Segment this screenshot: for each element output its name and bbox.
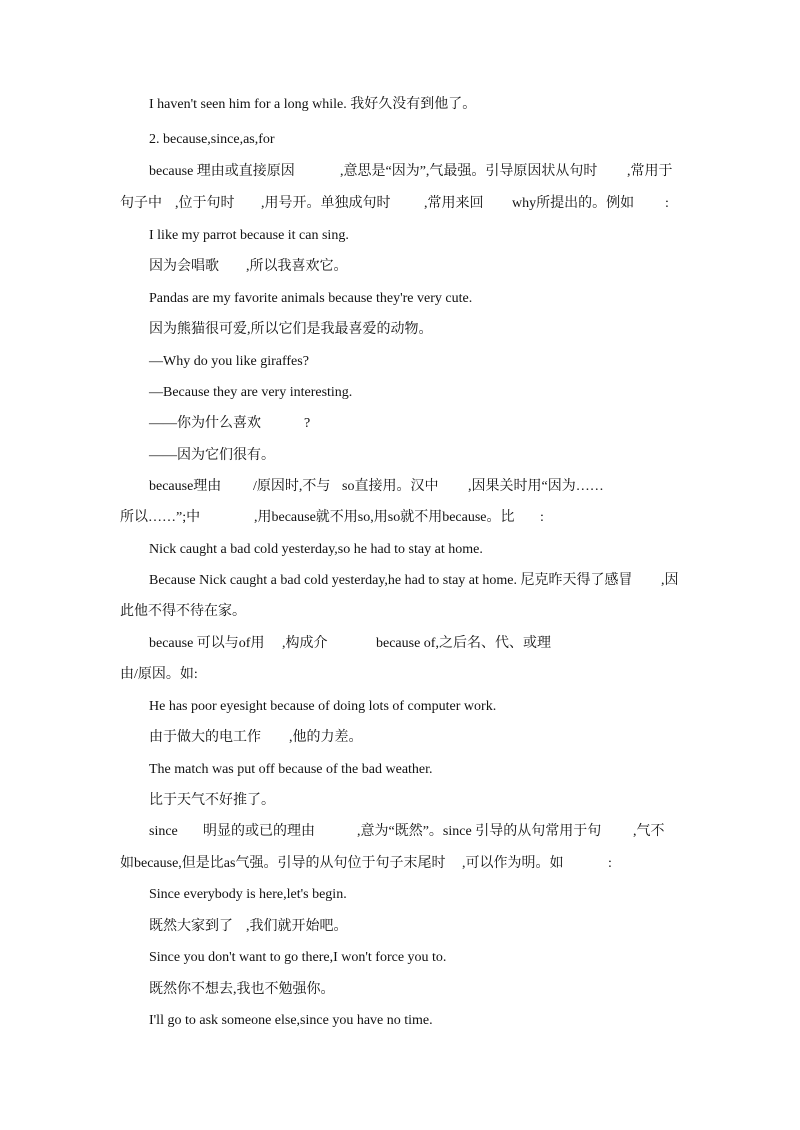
text-segment: ,因 xyxy=(661,573,679,588)
text-line xyxy=(149,258,369,276)
text-line xyxy=(120,855,630,873)
text-segment: why所提出的。例如 xyxy=(512,196,635,211)
text-line: 此他不得不待在家。 xyxy=(120,604,246,619)
text-line: I haven't seen him for a long while. 我好久没有到他了。 xyxy=(149,97,477,112)
text-segment: ,可以作为明。如 xyxy=(462,856,564,871)
text-line: ——因为它们很有。 xyxy=(149,448,275,463)
text-line: 比于天气不好推了。 xyxy=(149,793,275,808)
example-sentence: Pandas are my favorite animals because they're very cute. xyxy=(149,291,473,306)
text-segment: : xyxy=(665,196,669,211)
text-segment: 由于做大的电工作 xyxy=(149,730,261,745)
text-segment: 所以……”;中 xyxy=(120,510,201,525)
example-sentence: I'll go to ask someone else,since you have no time. xyxy=(149,1013,433,1028)
text-segment: 明显的或已的理由 xyxy=(203,824,315,839)
text-line xyxy=(149,478,649,496)
text-line: 由/原因。如: xyxy=(120,667,198,682)
text-line: 既然你不想去,我也不勉强你。 xyxy=(149,982,335,997)
text-segment: ,他的力差。 xyxy=(289,730,363,745)
text-segment: so直接用。汉中 xyxy=(342,479,439,494)
section-heading: 2. because,since,as,for xyxy=(149,132,275,147)
text-segment: ,位于句时 xyxy=(175,196,235,211)
text-segment: 既然大家到了 xyxy=(149,919,233,934)
text-segment: ,构成介 xyxy=(282,636,328,651)
text-segment: ,意为“既然”。since 引导的从句常用于句 xyxy=(357,824,602,839)
text-line xyxy=(149,572,684,590)
text-segment: Because Nick caught a bad cold yesterday,he had to stay at home. 尼克昨天得了感冒 xyxy=(149,573,633,588)
text-segment: ,我们就开始吧。 xyxy=(246,919,348,934)
text-segment: because 可以与of用 xyxy=(149,636,265,651)
text-segment: since xyxy=(149,824,178,839)
example-sentence: Since everybody is here,let's begin. xyxy=(149,887,347,902)
text-line xyxy=(149,823,674,841)
example-sentence: —Why do you like giraffes? xyxy=(149,354,309,369)
text-segment: ,气不 xyxy=(633,824,665,839)
text-line: 因为熊猫很可爱,所以它们是我最喜爱的动物。 xyxy=(149,322,433,337)
text-segment: ,所以我喜欢它。 xyxy=(246,259,348,274)
text-segment: ,常用来回 xyxy=(424,196,484,211)
text-segment: 如because,但是比as气强。引导的从句位于句子末尾时 xyxy=(120,856,446,871)
text-segment: : xyxy=(608,856,612,871)
text-segment: because of,之后名、代、或理 xyxy=(376,636,551,651)
example-sentence: I like my parrot because it can sing. xyxy=(149,228,349,243)
text-line xyxy=(120,195,680,213)
text-segment: ,因果关时用“因为…… xyxy=(468,479,604,494)
text-segment: because 理由或直接原因 xyxy=(149,164,295,179)
example-sentence: —Because they are very interesting. xyxy=(149,385,353,400)
example-sentence: He has poor eyesight because of doing lots of computer work. xyxy=(149,699,497,714)
text-segment: ,常用于 xyxy=(627,164,673,179)
text-segment: /原因时,不与 xyxy=(253,479,331,494)
text-segment: because理由 xyxy=(149,479,222,494)
text-line xyxy=(149,415,349,433)
text-line xyxy=(149,635,569,653)
text-line xyxy=(149,918,369,936)
text-segment: ,用because就不用so,用so就不用because。比 xyxy=(254,510,515,525)
text-segment: ? xyxy=(304,416,311,431)
text-segment: : xyxy=(540,510,544,525)
text-segment: 因为会唱歌 xyxy=(149,259,219,274)
text-segment: ——你为什么喜欢 xyxy=(149,416,261,431)
example-sentence: Since you don't want to go there,I won't force you to. xyxy=(149,950,447,965)
example-sentence: The match was put off because of the bad weather. xyxy=(149,762,433,777)
text-segment: ,用号开。单独成句时 xyxy=(261,196,391,211)
text-line xyxy=(149,729,379,747)
text-segment: ,意思是“因为”,气最强。引导原因状从句时 xyxy=(340,164,598,179)
text-segment: 句子中 xyxy=(120,196,162,211)
text-line xyxy=(120,509,570,527)
example-sentence: Nick caught a bad cold yesterday,so he had to stay at home. xyxy=(149,542,483,557)
text-line xyxy=(149,163,679,181)
